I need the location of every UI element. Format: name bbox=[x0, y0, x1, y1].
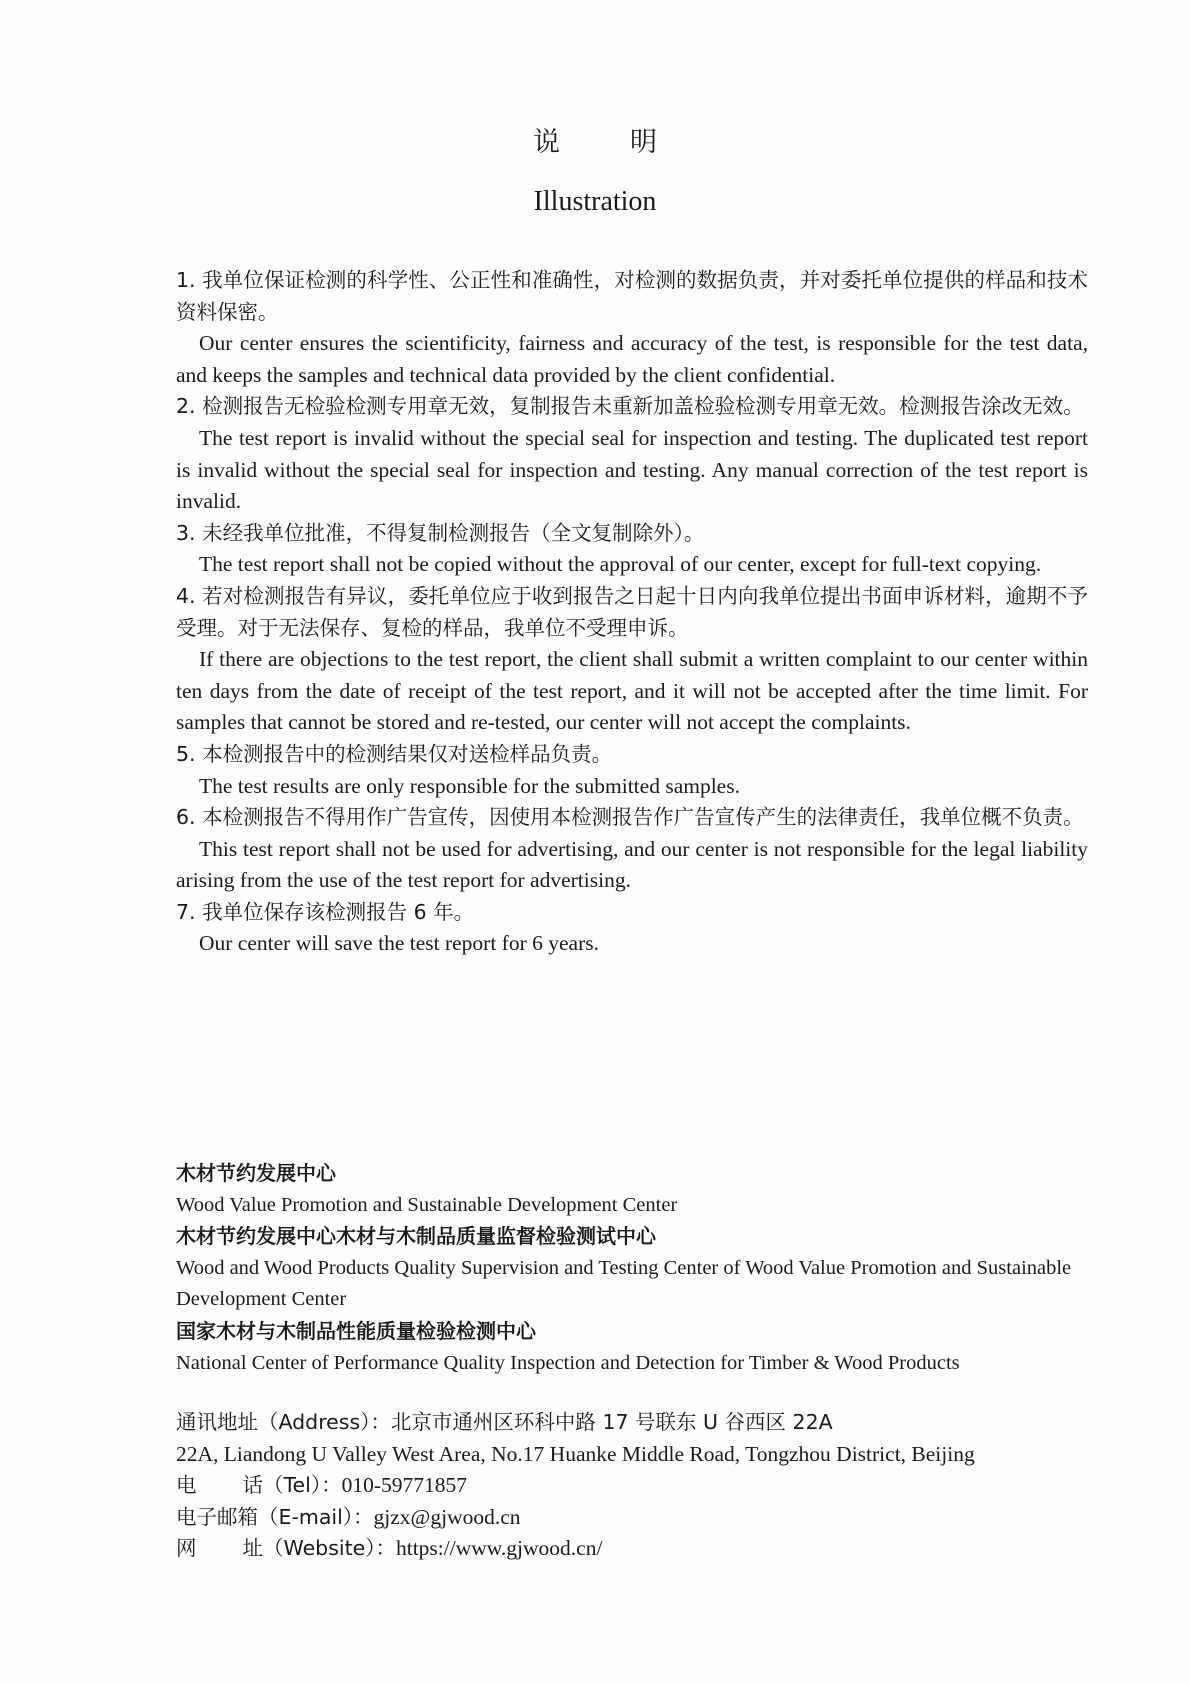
term-2-en: The test report is invalid without the special seal for inspection and testing. The duplicated test report is invalid without the special seal for inspection and testing. Any manual correction of the test report is invalid. bbox=[176, 425, 1088, 514]
org-2-cn: 木材节约发展中心木材与木制品质量监督检验测试中心 bbox=[176, 1224, 656, 1249]
term-3-cn: 3. 未经我单位批准，不得复制检测报告（全文复制除外）。 bbox=[176, 520, 705, 545]
term-2-cn: 2. 检测报告无检验检测专用章无效，复制报告未重新加盖检验检测专用章无效。检测报告涂改无效。 bbox=[176, 394, 1084, 419]
tel-line bbox=[176, 1470, 1088, 1502]
tel-label-b: 话（Tel）： bbox=[242, 1473, 342, 1498]
address-line-en: 22A, Liandong U Valley West Area, No.17 Huanke Middle Road, Tongzhou District, Beijing bbox=[176, 1441, 975, 1466]
org-1-en: Wood Value Promotion and Sustainable Development Center bbox=[176, 1193, 678, 1216]
contact-block bbox=[176, 1407, 1088, 1565]
term-4-en: If there are objections to the test report, the client shall submit a written complaint to our center within ten days from the date of receipt of the test report, and it will not be accepted after the time limit. For samples that cannot be stored and re-tested, our center will not accept the complaints. bbox=[176, 647, 1088, 735]
term-5-en: The test results are only responsible for the submitted samples. bbox=[199, 773, 740, 798]
tel-label-a: 电 bbox=[176, 1473, 243, 1498]
tel-value: 010-59771857 bbox=[341, 1473, 468, 1498]
term-1-en: Our center ensures the scientificity, fairness and accuracy of the test, is responsible for the test data, and keeps the samples and technical data provided by the client confidential. bbox=[176, 331, 1088, 387]
term-3-en: The test report shall not be copied without the approval of our center, except for full-text copying. bbox=[199, 552, 1042, 577]
website-value: https://www.gjwood.cn/ bbox=[395, 1536, 603, 1561]
website-label-b: 址（Website）： bbox=[242, 1536, 396, 1561]
email-value: gjzx@gjwood.cn bbox=[373, 1504, 521, 1529]
terms-list bbox=[176, 265, 1088, 960]
term-5-cn: 5. 本检测报告中的检测结果仅对送检样品负责。 bbox=[176, 741, 613, 766]
address-line-cn bbox=[176, 1407, 1088, 1439]
address-cn: 北京市通州区环科中路 17 号联东 U 谷西区 22A bbox=[390, 1410, 833, 1434]
term-4-cn: 4. 若对检测报告有异议，委托单位应于收到报告之日起十日内向我单位提出书面申诉材料，逾期不予受理。对于无法保存、复检的样品，我单位不受理申诉。 bbox=[176, 583, 1088, 640]
address-label: 通讯地址（Address）： bbox=[176, 1410, 391, 1434]
email-label: 电子邮箱（E-mail）： bbox=[176, 1504, 374, 1529]
page-title-en: Illustration bbox=[533, 186, 657, 217]
org-1-cn: 木材节约发展中心 bbox=[176, 1161, 336, 1185]
org-3-cn: 国家木材与木制品性能质量检验检测中心 bbox=[176, 1318, 536, 1343]
term-6-cn: 6. 本检测报告不得用作广告宣传，因使用本检测报告作广告宣传产生的法律责任，我单位概不负责。 bbox=[176, 805, 1084, 830]
term-1-cn: 1. 我单位保证检测的科学性、公正性和准确性，对检测的数据负责，并对委托单位提供的样品和技术资料保密。 bbox=[176, 268, 1088, 324]
term-7-cn: 7. 我单位保存该检测报告 6 年。 bbox=[176, 899, 475, 924]
organization-block bbox=[176, 1158, 1088, 1379]
org-3-en: National Center of Performance Quality Inspection and Detection for Timber & Wood Products bbox=[176, 1351, 960, 1374]
term-6-en: This test report shall not be used for advertising, and our center is not responsible for the legal liability arising from the use of the test report for advertising. bbox=[176, 836, 1088, 893]
term-7-en: Our center will save the test report for 6 years. bbox=[199, 931, 599, 956]
website-label-a: 网 bbox=[176, 1536, 243, 1561]
website-line bbox=[176, 1533, 1088, 1565]
page-title-cn: 说明 bbox=[533, 127, 727, 158]
org-2-en: Wood and Wood Products Quality Supervision and Testing Center of Wood Value Promotion and Sustainable Development Center bbox=[176, 1256, 1072, 1311]
email-line bbox=[176, 1502, 1088, 1534]
